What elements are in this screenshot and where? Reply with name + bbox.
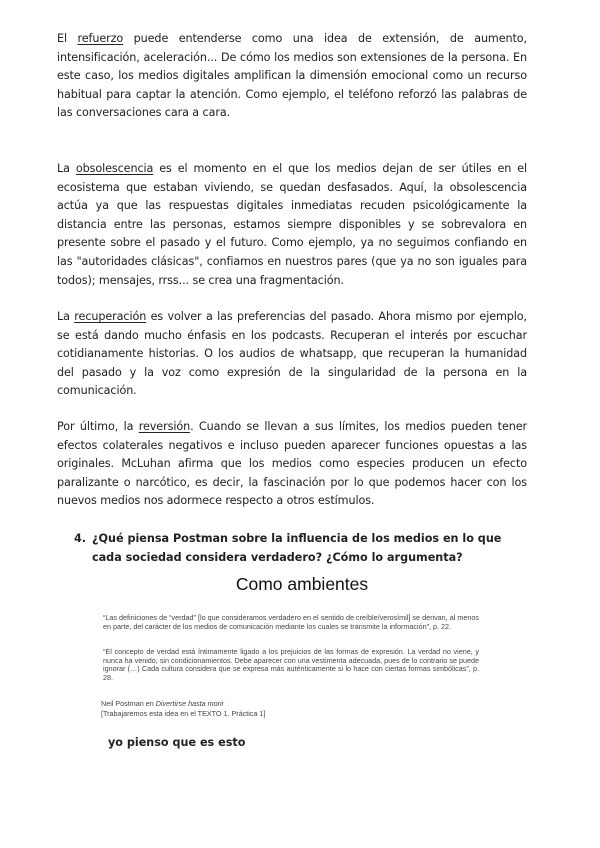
question-text: ¿Qué piensa Postman sobre la influencia de los medios en lo que cada sociedad considera verdadero? ¿Cómo lo argumenta? xyxy=(92,532,502,564)
slide-title: Como ambientes xyxy=(235,574,369,594)
embedded-slide-image xyxy=(97,568,507,750)
term-obsolescencia: obsolescencia xyxy=(75,162,154,175)
term-recuperacion: recuperación xyxy=(74,310,147,323)
term-refuerzo: refuerzo xyxy=(77,32,124,45)
term-reversion: reversión xyxy=(138,420,191,433)
question-number: 4. xyxy=(74,532,87,545)
slide-citation: Neil Postman en Divertirse hasta morir xyxy=(101,699,225,708)
paragraph-recuperacion: La recuperación es volver a las preferencias del pasado. Ahora mismo por ejemplo, se está dando mucho énfasis en los podcasts. Recuperan el interés por escuchar cotidianamente historias. O los audios de whatsapp, que recuperan la humanidad del pasado y la voz como expresión de la singularidad de la persona en la comunicación. xyxy=(57,310,527,398)
slide-note: [Trabajaremos esta idea en el TEXTO 1. Práctica 1] xyxy=(101,709,266,718)
paragraph-reversion: Por último, la reversión. Cuando se llevan a sus límites, los medios pueden tener efectos colaterales negativos e incluso pueden aparecer funciones opuestas a las originales. McLuhan afirma que los medios como especies producen un efecto paralizante o narcótico, es decir, la fascinación por lo que podemos hacer con los nuevos medios nos adormece respecto a otros estímulos. xyxy=(57,420,527,508)
student-answer: yo pienso que es esto xyxy=(108,736,246,749)
paragraph-refuerzo: El refuerzo puede entenderse como una idea de extensión, de aumento, intensificación, aceleración... De cómo los medios son extensiones de la persona. En este caso, los medios digitales amplifican la dimensión emocional como un recurso habitual para captar la atención. Como ejemplo, el teléfono reforzó las palabras de las conversaciones cara a cara. xyxy=(57,32,527,120)
slide-quote-1: “Las definiciones de “verdad” [lo que consideramos verdadero en el sentido de creíble/verosímil] se derivan, al menos en parte, del carácter de los medios de comunicación mediante los cuales se transmite la información”, p. 22. xyxy=(103,613,479,631)
question-4 xyxy=(74,530,528,567)
paragraph-obsolescencia: La obsolescencia es el momento en el que los medios dejan de ser útiles en el ecosistema que estaban viviendo, se quedan desfasados. Aquí, la obsolescencia actúa ya que las respuestas digitales inmediatas recuden psicológicamente la distancia entre las personas, estamos siempre disponibles y se sobrevalora en presente sobre el pasado y el futuro. Como ejemplo, ya no seguimos confiando en las "autoridades clásicas", confiamos en nuestros pares (que ya no son iguales para todos); mensajes, rrss... se crea una fragmentación. xyxy=(57,162,527,287)
book-title: Divertirse hasta morir xyxy=(155,699,225,708)
slide-quote-2: “El concepto de verdad está íntimamente ligado a los prejuicios de las formas de expresión. La verdad no viene, y nunca ha venido, sin condicionamientos. Debe aparecer con una vestimenta adecuada, pues de lo contrario se puede ignorar (…) Cada cultura considera que se expresa más auténticamente si lo hace con ciertas formas simbólicas”, p. 28. xyxy=(103,647,479,682)
